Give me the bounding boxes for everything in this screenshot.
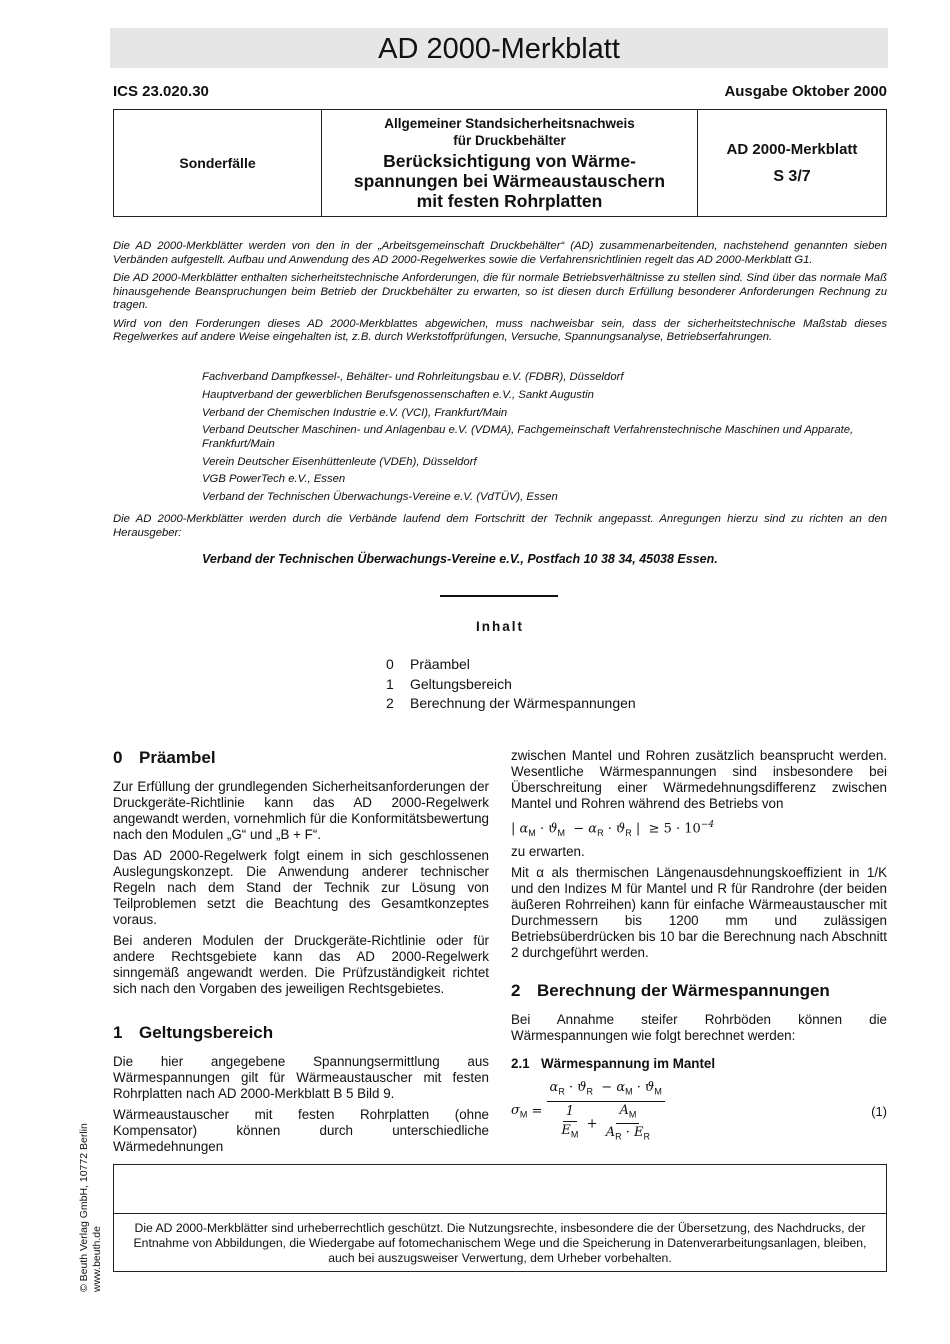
publisher-address: Verband der Technischen Überwachungs-Vereine e.V., Postfach 10 38 34, 45038 Essen. bbox=[202, 552, 718, 566]
section-paragraph: Bei Annahme steifer Rohrböden können die Wärmespannungen wie folgt berechnet werden: bbox=[511, 1011, 887, 1043]
toc-item[interactable] bbox=[386, 655, 636, 675]
intro-paragraph: Wird von den Forderungen dieses AD 2000-Merkblattes abgewichen, muss nachweisbar sein, dass der sicherheitstechnische Maßstab dieses Regelwerkes auf andere Weise eingehalten ist, z.B. durch Werkstoffprüfungen, Versuche, Spannungsanalyse, Betriebserfahrungen. bbox=[113, 317, 887, 343]
subtitle-line-1: Allgemeiner Standsicherheitsnachweis bbox=[384, 116, 635, 131]
left-column bbox=[113, 748, 489, 1160]
divider bbox=[440, 595, 558, 597]
association-item: Verband Deutscher Maschinen- und Anlagenbau e.V. (VDMA), Fachgemeinschaft Verfahrenstechnische Maschinen und Apparate, Frankfurt/Main bbox=[202, 424, 854, 450]
document-banner: AD 2000-Merkblatt bbox=[110, 28, 888, 68]
doc-id-cell bbox=[698, 110, 886, 216]
association-item: Verein Deutscher Eisenhüttenleute (VDEh), Düsseldorf bbox=[202, 455, 477, 468]
header-table bbox=[113, 109, 887, 217]
publisher-line: © Beuth Verlag GmbH, 10772 Berlin bbox=[78, 1123, 90, 1292]
association-item: Verband der Technischen Überwachungs-Vereine e.V. (VdTÜV), Essen bbox=[202, 491, 558, 504]
section-paragraph: Die hier angegebene Spannungsermittlung aus Wärmespannungen gilt für Wärmeaustauscher mit festen Rohrplatten nach AD 2000-Merkblatt B 5 Bild 9. bbox=[113, 1054, 489, 1101]
edition-date: Ausgabe Oktober 2000 bbox=[724, 83, 887, 100]
section-heading-0: 0 Präambel bbox=[113, 748, 216, 767]
toc-title: Inhalt bbox=[476, 619, 524, 634]
equation-number: (1) bbox=[871, 1104, 887, 1120]
table-of-contents bbox=[386, 655, 636, 714]
right-column bbox=[511, 748, 887, 1145]
category-label: Sonderfälle bbox=[179, 155, 256, 171]
publisher-url: www.beuth.de bbox=[91, 1226, 103, 1292]
section-paragraph: Bei anderen Modulen der Druckgeräte-Richtlinie oder für andere Rechtsgebiete kann das AD 2000-Regelwerk sinngemäß angewandt werden. Die Prüfzuständigkeit richtet sich nach den Vorgaben des jeweiligen Rechtsgebietes. bbox=[113, 933, 489, 996]
toc-item-number: 1 bbox=[386, 675, 394, 692]
toc-item-label: Berechnung der Wärmespannungen bbox=[410, 695, 636, 711]
section-heading-2: 2 Berechnung der Wärmespannungen bbox=[511, 980, 830, 1000]
toc-item-number: 2 bbox=[386, 695, 394, 711]
toc-item-label: Präambel bbox=[410, 656, 470, 672]
toc-item[interactable] bbox=[386, 675, 636, 695]
intro-text bbox=[113, 240, 887, 350]
box-divider bbox=[114, 1213, 886, 1214]
section-heading-1: 1 Geltungsbereich bbox=[113, 1023, 274, 1042]
copyright-box bbox=[113, 1164, 887, 1272]
copyright-notice: Die AD 2000-Merkblätter sind urheberrechtlich geschützt. Die Nutzungsrechte, insbesondere die der Übersetzung, des Nachdrucks, der Entnahme von Abbildungen, die Wiedergabe auf fotomechanischem Wege und die Speicherung in Datenverarbeitungsanlagen, bleiben, auch bei auszugsweiser Verwertung, dem Urheber vorbehalten. bbox=[133, 1221, 867, 1265]
inequality-formula: | $\alpha_M \cdot ϑ_M - \alpha_R \cdot ϑ_R$ | ≥ $5 \cdot 10^{-4}$ bbox=[511, 820, 715, 838]
ics-code: ICS 23.020.30 bbox=[113, 83, 209, 100]
doc-label: AD 2000-Merkblatt bbox=[726, 140, 858, 158]
section-paragraph: zu erwarten. bbox=[511, 843, 585, 859]
category-cell bbox=[114, 110, 322, 216]
toc-item[interactable] bbox=[386, 694, 636, 714]
intro-paragraph: Die AD 2000-Merkblätter werden von den in der „Arbeitsgemeinschaft Druckbehälter“ (AD) zusammenarbeitenden, nachstehend genannten sieben Verbänden aufgestellt. Aufbau und Anwendung des AD 2000-Regelwerkes sowie die Verfahrensrichtlinien regelt das AD 2000-Merkblatt G1. bbox=[113, 240, 887, 266]
title-line-3: mit festen Rohrplatten bbox=[416, 191, 603, 211]
intro-paragraph: Die AD 2000-Merkblätter enthalten sicherheitstechnische Anforderungen, die für normale Betriebsverhältnisse zu stellen sind. Sind über das normale Maß hinausgehende Beanspruchungen beim Betrieb der Druckbehälter zu erwarten, so ist diesen durch Erfüllung besonderer Anforderungen Rechnung zu tragen. bbox=[113, 272, 887, 311]
closing-paragraph: Die AD 2000-Merkblätter werden durch die Verbände laufend dem Fortschritt der Technik angepasst. Anregungen hierzu sind zu richten an den Herausgeber: bbox=[113, 513, 887, 539]
section-paragraph: Mit α als thermischen Längenausdehnungskoeffizient in 1/K und den Indizes M für Mantel und R für Randrohre (der beiden äußeren Rohrreihen) kann für einfache Wärmeaustauscher mit Durchmessern bis 1200 mm und zulässigen Betriebsüberdrücken bis 10 bar die Berechnung nach Abschnitt 2 durchgeführt werden. bbox=[511, 864, 887, 960]
title-line-2: spannungen bei Wärmeaustauschern bbox=[353, 171, 666, 191]
subsection-heading: 2.1 Wärmespannung im Mantel bbox=[511, 1055, 716, 1071]
title-cell bbox=[322, 110, 698, 216]
section-paragraph: Zur Erfüllung der grundlegenden Sicherheitsanforderungen der Druckgeräte-Richtlinie kann das AD 2000-Regelwerk angewandt werden, vornehmlich für die Konformitätsbewertung nach den Modulen „G“ und „B + F“. bbox=[113, 779, 489, 842]
toc-item-number: 0 bbox=[386, 656, 394, 672]
doc-number: S 3/7 bbox=[773, 167, 811, 185]
association-item: VGB PowerTech e.V., Essen bbox=[202, 473, 346, 486]
section-paragraph: Wärmeaustauscher mit festen Rohrplatten (ohne Kompensator) können durch unterschiedliche Wärmedehnungen bbox=[113, 1107, 489, 1154]
title-line-1: Berücksichtigung von Wärme- bbox=[383, 151, 636, 171]
toc-item-label: Geltungsbereich bbox=[410, 675, 512, 692]
section-paragraph: Das AD 2000-Regelwerk folgt einem in sich geschlossenen Auslegungskonzept. Die Anwendung anderer technischer Regeln nach dem Stand der Technik zur Lösung von Teilproblemen setzt die Beachtung des Gesamtkonzeptes voraus. bbox=[113, 848, 489, 927]
equation-1: $\sigma_M$ = $\alpha_R \cdot ϑ_R - \alpha_M \cdot ϑ_M$ $\frac{1}{E_M}$ + $\frac{A_M}{A_R \cdot E_R}$ (1) bbox=[511, 1079, 887, 1142]
association-item: Fachverband Dampfkessel-, Behälter- und Rohrleitungsbau e.V. (FDBR), Düsseldorf bbox=[202, 371, 624, 383]
section-paragraph: zwischen Mantel und Rohren zusätzlich beansprucht werden. Wesentliche Wärmespannungen sind insbesondere bei Überschreitung einer Wärmedehnungsdifferenz zwischen Mantel und Rohren während des Betriebs von bbox=[511, 748, 887, 811]
subtitle-line-2: für Druckbehälter bbox=[453, 133, 566, 148]
publisher-sidenote bbox=[78, 1123, 104, 1292]
association-item: Hauptverband der gewerblichen Berufsgenossenschaften e.V., Sankt Augustin bbox=[202, 388, 594, 401]
association-list bbox=[202, 371, 882, 509]
association-item: Verband der Chemischen Industrie e.V. (VCI), Frankfurt/Main bbox=[202, 406, 508, 419]
